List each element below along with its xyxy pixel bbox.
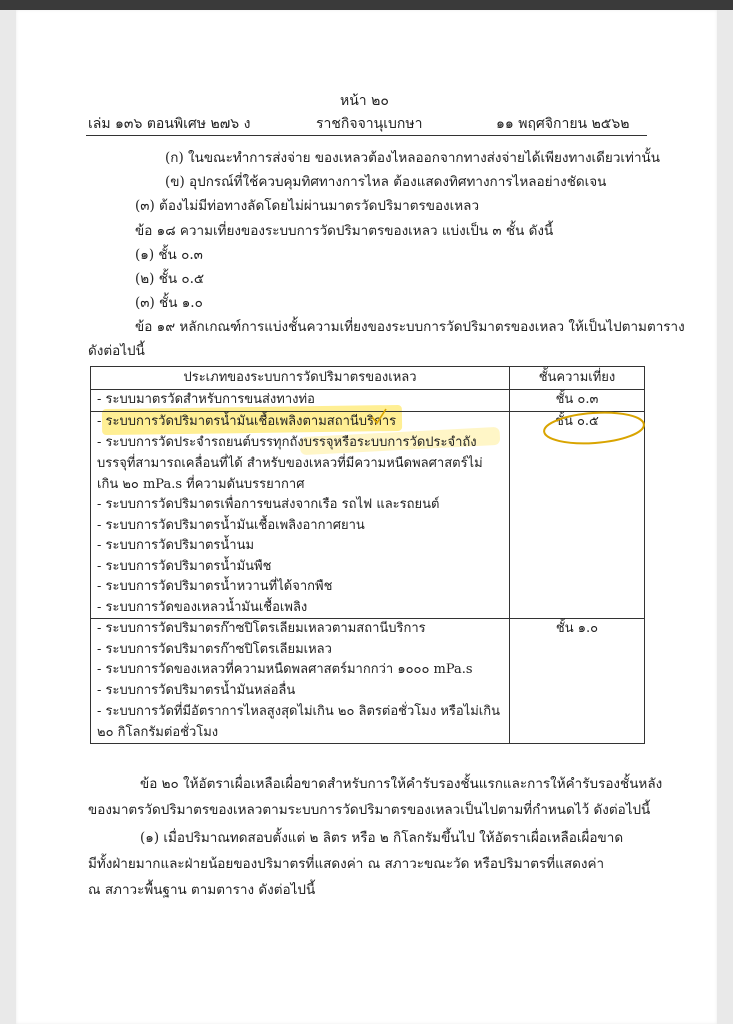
class-item-1: (๑) ชั้น ๐.๓ xyxy=(135,247,203,263)
subclause-1-end: ณ สภาวะพื้นฐาน ตามตาราง ดังต่อไปนี้ xyxy=(88,882,316,898)
system-item: - ระบบการวัดปริมาตรน้ำมันเชื้อเพลิงตามสถานีบริการ xyxy=(97,413,397,429)
class-item-3: (๓) ชั้น ๑.๐ xyxy=(135,295,203,311)
system-item: - ระบบการวัดปริมาตรก๊าซปิโตรเลียมเหลว xyxy=(97,641,332,657)
system-item: - ระบบการวัดของเหลวที่ความหนืดพลศาสตร์มากกว่า ๑๐๐๐ mPa.s xyxy=(97,662,473,677)
system-item: - ระบบการวัดปริมาตรเพื่อการขนส่งจากเรือ รถไฟ และรถยนต์ xyxy=(97,497,440,512)
viewer-top-bar xyxy=(0,0,733,10)
clause-line-a: (ก) ในขณะทำการส่งจ่าย ของเหลวต้องไหลออกจากทางส่งจ่ายได้เพียงทางเดียวเท่านั้น xyxy=(165,150,660,166)
gazette-date: ๑๑ พฤศจิกายน ๒๕๖๒ xyxy=(496,116,630,132)
table-header-row xyxy=(91,367,645,390)
system-item: - ระบบการวัดปริมาตรน้ำหวานที่ได้จากพืช xyxy=(97,579,333,594)
gazette-title: ราชกิจจานุเบกษา xyxy=(316,116,423,132)
system-item: - ระบบการวัดปริมาตรน้ำมันเชื้อเพลิงอากาศยาน xyxy=(97,517,365,533)
accuracy-class-table xyxy=(90,366,645,744)
gazette-volume: เล่ม ๑๓๖ ตอนพิเศษ ๒๗๖ ง xyxy=(88,116,251,132)
article-19: ข้อ ๑๙ หลักเกณฑ์การแบ่งชั้นความเที่ยงของระบบการวัดปริมาตรของเหลว ให้เป็นไปตามตาราง xyxy=(135,319,685,335)
table-row xyxy=(91,390,645,412)
header-rule xyxy=(86,135,647,136)
article-20-cont: ของมาตรวัดปริมาตรของเหลวตามระบบการวัดปริมาตรของเหลวเป็นไปตามที่กำหนดไว้ ดังต่อไปนี้ xyxy=(88,802,651,818)
subclause-1-cont: มีทั้งฝ่ายมากและฝ่ายน้อยของปริมาตรที่แสดงค่า ณ สภาวะขณะวัด หรือปริมาตรที่แสดงค่า xyxy=(88,856,605,872)
system-item: - ระบบการวัดประจำรถยนต์บรรทุกถังบรรจุหรือระบบการวัดประจำถังบรรจุที่สามารถเคลื่อนที่ได้ สำหรับของเหลวที่มีความหนืดพลศาสตร์ไม่เกิน ๒๐ mPa.s ที่ความดันบรรยากาศ xyxy=(97,435,483,492)
article-18: ข้อ ๑๘ ความเที่ยงของระบบการวัดปริมาตรของเหลว แบ่งเป็น ๓ ชั้น ดังนี้ xyxy=(135,223,554,239)
system-item: - ระบบการวัดปริมาตรน้ำมันพืช xyxy=(97,558,272,574)
grade-value: ชั้น ๑.๐ xyxy=(555,621,599,636)
system-list xyxy=(91,411,510,619)
grade-cell xyxy=(510,390,645,412)
clause-line-b: (ข) อุปกรณ์ที่ใช้ควบคุมทิศทางการไหล ต้องแสดงทิศทางการไหลอย่างชัดเจน xyxy=(165,174,607,190)
system-item: - ระบบการวัดปริมาตรน้ำมันหล่อลื่น xyxy=(97,682,296,698)
article-20: ข้อ ๒๐ ให้อัตราเผื่อเหลือเผื่อขาดสำหรับการให้คำรับรองชั้นแรกและการให้คำรับรองชั้นหลัง xyxy=(140,776,663,792)
page-number: หน้า ๒๐ xyxy=(340,93,389,109)
system-item: - ระบบมาตรวัดสำหรับการขนส่งทางท่อ xyxy=(97,392,315,407)
column-header-accuracy-class: ชั้นความเที่ยง xyxy=(510,367,645,390)
table-row xyxy=(91,411,645,619)
grade-value: ชั้น ๐.๓ xyxy=(555,392,599,407)
clause-line-3: (๓) ต้องไม่มีท่อทางลัดโดยไม่ผ่านมาตรวัดปริมาตรของเหลว xyxy=(135,198,480,214)
class-item-2: (๒) ชั้น ๐.๕ xyxy=(135,271,205,287)
table-row xyxy=(91,619,645,744)
article-19-cont: ดังต่อไปนี้ xyxy=(88,343,145,359)
column-header-system-type: ประเภทของระบบการวัดปริมาตรของเหลว xyxy=(91,367,510,390)
subclause-1: (๑) เมื่อปริมาณทดสอบตั้งแต่ ๒ ลิตร หรือ ๒ กิโลกรัมขึ้นไป ให้อัตราเผื่อเหลือเผื่อขาด xyxy=(140,830,624,846)
system-list xyxy=(91,390,510,412)
system-item: - ระบบการวัดปริมาตรก๊าซปิโตรเลียมเหลวตามสถานีบริการ xyxy=(97,621,426,636)
grade-cell xyxy=(510,619,645,744)
grade-value: ชั้น ๐.๕ xyxy=(555,413,599,429)
system-item: - ระบบการวัดที่มีอัตราการไหลสูงสุดไม่เกิน ๒๐ ลิตรต่อชั่วโมง หรือไม่เกิน ๒๐ กิโลกรัมต่อชั่วโมง xyxy=(97,704,500,740)
system-list xyxy=(91,619,510,744)
system-item: - ระบบการวัดของเหลวน้ำมันเชื้อเพลิง xyxy=(97,599,308,615)
grade-cell xyxy=(510,411,645,619)
system-item: - ระบบการวัดปริมาตรน้ำนม xyxy=(97,538,255,553)
